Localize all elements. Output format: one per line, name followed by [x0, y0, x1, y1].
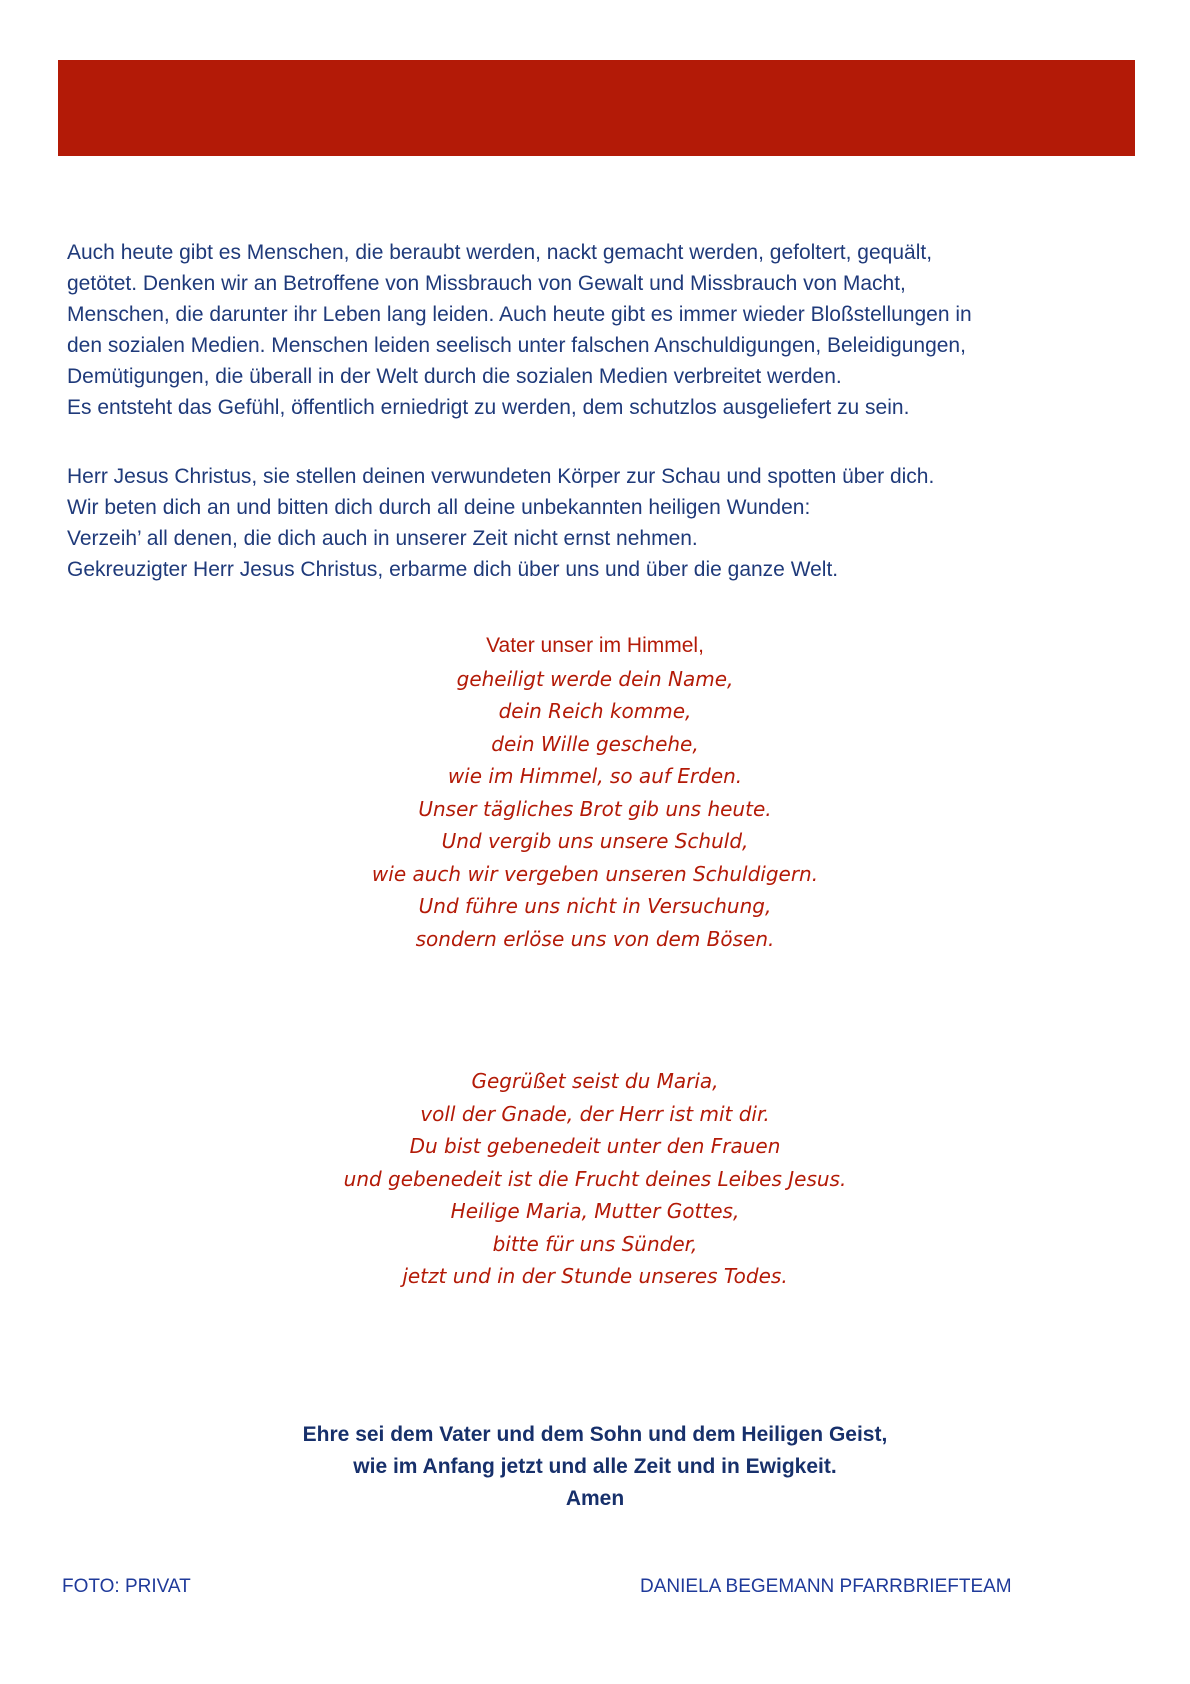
paragraph-line: Gekreuzigter Herr Jesus Christus, erbarme dich über uns und über die ganze Welt.	[67, 558, 839, 581]
vater-unser-prayer	[0, 630, 1190, 955]
paragraph-line: Menschen, die darunter ihr Leben lang leiden. Auch heute gibt es immer wieder Bloßstellungen in	[67, 303, 972, 326]
paragraph-line: Verzeih’ all denen, die dich auch in unserer Zeit nicht ernst nehmen.	[67, 527, 698, 550]
prayer-line: und gebenedeit ist die Frucht deines Leibes Jesus.	[343, 1166, 847, 1191]
prayer-line: Unser tägliches Brot gib uns heute.	[418, 796, 772, 821]
header-banner	[58, 60, 1135, 156]
prayer-line: Heilige Maria, Mutter Gottes,	[450, 1199, 740, 1223]
prayer-line: wie im Himmel, so auf Erden.	[447, 764, 743, 788]
intro-paragraph	[67, 237, 1157, 423]
prayer-line: dein Reich komme,	[498, 699, 692, 723]
gloria-line: wie im Anfang jetzt und alle Zeit und in Ewigkeit.	[353, 1455, 837, 1478]
paragraph-line: Auch heute gibt es Menschen, die beraubt werden, nackt gemacht werden, gefoltert, gequält,	[67, 241, 933, 264]
paragraph-line: Demütigungen, die überall in der Welt durch die sozialen Medien verbreitet werden.	[67, 365, 842, 388]
prayer-line: bitte für uns Sünder,	[492, 1231, 698, 1256]
prayer-line: geheiligt werde dein Name,	[456, 666, 734, 691]
author-credit: DANIELA BEGEMANN PFARRBRIEFTEAM	[640, 1576, 1012, 1597]
paragraph-line: Herr Jesus Christus, sie stellen deinen verwundeten Körper zur Schau und spotten über dich.	[67, 465, 935, 488]
prayer-line: sondern erlöse uns von dem Bösen.	[415, 926, 775, 951]
prayer-paragraph	[67, 461, 1157, 585]
ave-maria-prayer	[0, 1065, 1190, 1293]
prayer-line: Vater unser im Himmel,	[486, 634, 704, 657]
gloria-patri	[0, 1419, 1190, 1515]
prayer-line: Und führe uns nicht in Versuchung,	[418, 894, 772, 918]
gloria-line: Ehre sei dem Vater und dem Sohn und dem Heiligen Geist,	[302, 1423, 888, 1446]
prayer-line: dein Wille geschehe,	[491, 731, 699, 756]
prayer-line: Und vergib uns unsere Schuld,	[441, 829, 749, 853]
prayer-line: wie auch wir vergeben unseren Schuldigern.	[371, 861, 819, 886]
prayer-line: voll der Gnade, der Herr ist mit dir.	[420, 1101, 770, 1126]
paragraph-line: Wir beten dich an und bitten dich durch all deine unbekannten heiligen Wunden:	[67, 496, 811, 519]
paragraph-line: getötet. Denken wir an Betroffene von Missbrauch von Gewalt und Missbrauch von Macht,	[67, 272, 906, 295]
photo-credit: FOTO: PRIVAT	[62, 1576, 191, 1597]
paragraph-line: Es entsteht das Gefühl, öffentlich erniedrigt zu werden, dem schutzlos ausgeliefert zu sein.	[67, 396, 910, 419]
paragraph-line: den sozialen Medien. Menschen leiden seelisch unter falschen Anschuldigungen, Beleidigungen,	[67, 334, 966, 357]
gloria-amen: Amen	[565, 1487, 625, 1510]
prayer-line: Gegrüßet seist du Maria,	[471, 1069, 719, 1093]
prayer-line: Du bist gebenedeit unter den Frauen	[409, 1134, 781, 1158]
prayer-line: jetzt und in der Stunde unseres Todes.	[402, 1264, 788, 1288]
